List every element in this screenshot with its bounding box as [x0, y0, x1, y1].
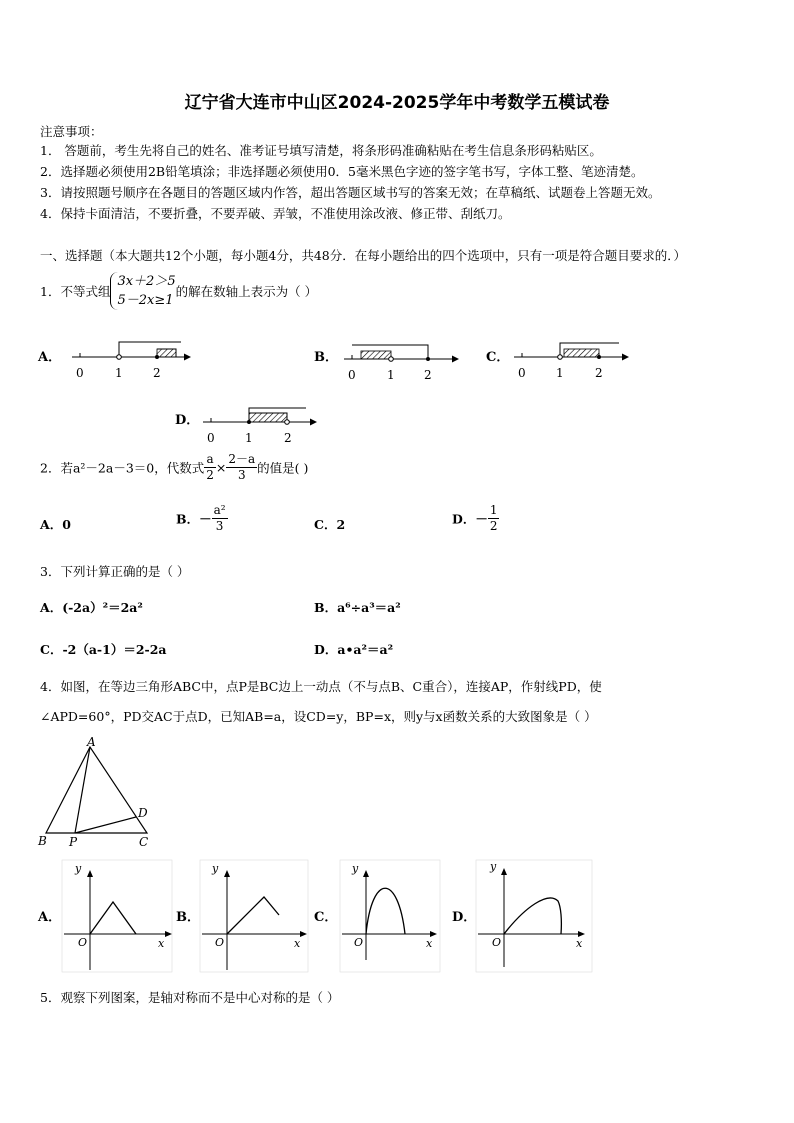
q2-d-den: 2 [489, 519, 498, 533]
q1-number-lines [0, 335, 794, 445]
q2-option-a[interactable]: A．0 [40, 517, 71, 532]
q2-suffix: 的值是( ) [257, 460, 309, 476]
q1-c-tick-0: 0 [518, 366, 526, 380]
q1-option-c-number-line[interactable] [514, 343, 629, 380]
q4-c-axis-y: y [352, 862, 359, 875]
section-heading: 一、选择题（本大题共12个小题，每小题4分，共48分．在每小题给出的四个选项中，只有一项是符合题目要求的．） [40, 248, 687, 263]
question-3-stem: 3．下列计算正确的是（ ） [40, 564, 190, 579]
q1-d-tick-0: 0 [207, 431, 215, 445]
q4-c-axis-x: x [426, 937, 433, 950]
q4-option-d-label[interactable]: D． [452, 910, 477, 925]
q2-option-b[interactable] [176, 503, 228, 534]
q4-label-a: A [87, 735, 96, 749]
q1-option-d-label[interactable]: D． [175, 413, 200, 428]
q4-triangle-figure [30, 733, 170, 853]
q4-option-c-graph[interactable] [340, 860, 440, 972]
question-4-line-2: ∠APD=60°，PD交AC于点D，已知AB=a，设CD=y，BP=x，则y与x函数关系的大致图象是（ ） [40, 709, 597, 724]
q3-option-b[interactable]: B．a⁶÷a³＝a² [314, 600, 401, 615]
q4-a-origin: O [78, 936, 88, 949]
q1-b-tick-1: 1 [387, 368, 395, 382]
q4-d-axis-y: y [490, 860, 497, 873]
q2-fraction-1 [204, 452, 216, 483]
q2-d-num: 1 [489, 503, 498, 517]
q4-d-origin: O [492, 936, 502, 949]
q2-option-b-fraction [212, 503, 228, 534]
question-4-line-1: 4．如图，在等边三角形ABC中，点P是BC边上一动点（不与点B、C重合），连接AP，作射线PD，使 [40, 679, 602, 694]
q2-mid: ，代数式 [154, 460, 205, 476]
q1-c-tick-2: 2 [595, 366, 603, 380]
q2-prefix: 2．若 [40, 460, 73, 476]
q4-option-a-label[interactable]: A． [38, 910, 62, 925]
q2-times: × [215, 460, 227, 475]
q4-a-axis-x: x [158, 937, 165, 950]
q4-b-origin: O [215, 936, 225, 949]
question-2-stem [40, 452, 308, 483]
notice-heading: 注意事项： [40, 124, 103, 139]
q2-option-d-fraction [488, 503, 500, 534]
q2-equation: a²－2a－3＝0 [72, 460, 155, 476]
q1-prefix: 1．不等式组 [40, 284, 111, 299]
q4-label-p: P [69, 835, 78, 849]
q4-label-d: D [138, 806, 148, 820]
q2-f2-num: 2－a [228, 452, 256, 466]
q1-option-c-label[interactable]: C． [486, 350, 510, 365]
q1-d-tick-2: 2 [284, 431, 292, 445]
q2-fraction-2 [226, 452, 257, 483]
question-5-stem: 5．观察下列图案，是轴对称而不是中心对称的是（ ） [40, 990, 340, 1005]
q1-a-tick-2: 2 [153, 366, 161, 380]
q4-label-b: B [38, 834, 47, 848]
q1-option-a-number-line[interactable] [72, 342, 191, 380]
q2-option-d-label: D．－ [452, 511, 488, 527]
q1-c-tick-1: 1 [556, 366, 564, 380]
q1-ineq-2: 5－2x≥1 [117, 293, 174, 308]
q4-a-axis-y: y [75, 862, 82, 875]
q3-option-a[interactable]: A．(-2a）²＝2a² [40, 600, 143, 615]
q4-option-b-label[interactable]: B． [176, 910, 200, 925]
q1-a-tick-1: 1 [115, 366, 123, 380]
q4-option-graphs [0, 855, 794, 980]
q3-option-c[interactable]: C．-2（a-1）＝2-2a [40, 642, 167, 657]
q1-option-d-number-line[interactable] [203, 408, 317, 445]
notice-item-4: 4．保持卡面清洁，不要折叠，不要弄破、弄皱，不准使用涂改液、修正带、刮纸刀。 [40, 206, 511, 221]
q4-c-origin: O [354, 936, 364, 949]
q4-option-a-graph[interactable] [62, 860, 172, 972]
q4-option-c-label[interactable]: C． [314, 910, 338, 925]
q1-d-tick-1: 1 [245, 431, 253, 445]
q1-a-tick-0: 0 [76, 366, 84, 380]
q1-b-tick-2: 2 [424, 368, 432, 382]
q1-option-b-label[interactable]: B． [314, 350, 338, 365]
q2-b-den: 3 [215, 519, 224, 533]
q2-option-d[interactable] [452, 503, 499, 534]
page-title: 辽宁省大连市中山区2024-2025学年中考数学五模试卷 [184, 93, 610, 113]
q2-option-b-label: B．－ [176, 511, 212, 527]
q3-option-d[interactable]: D．a•a²＝a² [314, 642, 394, 657]
q4-b-axis-x: x [294, 937, 301, 950]
q4-option-b-graph[interactable] [200, 860, 308, 972]
q1-suffix: 的解在数轴上表示为（ ） [175, 284, 318, 299]
q2-f2-den: 3 [237, 468, 246, 482]
q2-option-c[interactable]: C．2 [314, 517, 346, 532]
q2-b-num: a² [213, 503, 226, 517]
q2-f1-num: a [204, 452, 216, 468]
q1-ineq-1: 3x＋2＞5 [117, 274, 176, 289]
notice-item-2: 2．选择题必须使用2B铅笔填涂；非选择题必须使用0．5毫米黑色字迹的签字笔书写，字体工整、笔迹清楚。 [40, 164, 644, 179]
q4-b-axis-y: y [212, 862, 219, 875]
q2-f1-den: 2 [206, 468, 214, 482]
question-1-stem [40, 272, 317, 310]
notice-item-3: 3．请按照题号顺序在各题目的答题区域内作答，超出答题区域书写的答案无效；在草稿纸、试题卷上答题无效。 [40, 185, 661, 200]
q1-b-tick-0: 0 [348, 368, 356, 382]
q1-option-a-label[interactable]: A． [38, 350, 62, 365]
q4-d-axis-x: x [576, 937, 583, 950]
q1-option-b-number-line[interactable] [344, 345, 459, 382]
q4-label-c: C [139, 835, 149, 849]
q1-inequality-system [110, 272, 175, 310]
notice-item-1: 1． 答题前，考生先将自己的姓名、准考证号填写清楚，将条形码准确粘贴在考生信息条形码粘贴区。 [40, 143, 602, 158]
q4-option-d-graph[interactable] [476, 860, 592, 972]
